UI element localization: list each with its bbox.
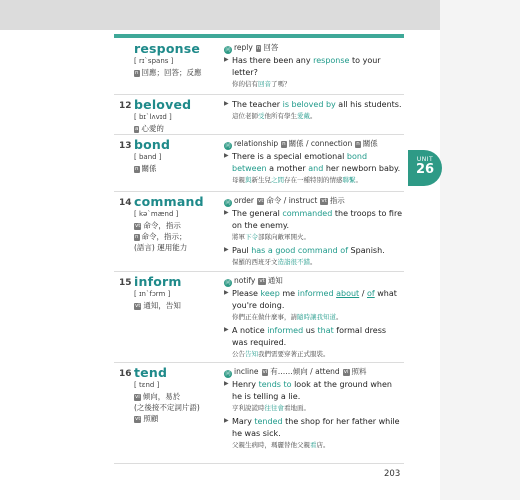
example-sentence [224, 55, 402, 89]
example-translation [232, 312, 402, 322]
synonym-text: order [234, 196, 254, 205]
example-text: her newborn baby. [323, 164, 401, 173]
meaning-line [134, 67, 226, 78]
example-translation [232, 349, 402, 359]
synonym-icon: 同 [225, 200, 231, 206]
bullet-arrow-icon: ▶ [224, 209, 229, 216]
meaning-list [134, 220, 226, 253]
highlight-phrase: 往往會 [264, 404, 284, 412]
highlight-phrase: informed [267, 326, 304, 335]
entry-details [224, 366, 402, 450]
translation-text: 這位老師 [232, 112, 258, 120]
right-margin [440, 0, 520, 500]
synonym-line [224, 195, 402, 207]
example-english [232, 288, 402, 312]
highlight-phrase: 之間 [271, 176, 284, 184]
part-of-speech-badge: vt [321, 198, 327, 204]
synonym-line [224, 42, 402, 54]
meaning-line [134, 242, 226, 253]
meaning-list [134, 67, 226, 78]
translation-text: 母親 [232, 176, 245, 184]
entry-row [114, 94, 404, 135]
example-text: Please [232, 289, 261, 298]
meaning-line [134, 391, 226, 402]
synonym-text: notify [234, 276, 256, 285]
part-of-speech-badge: n [356, 141, 360, 147]
synonym-text: 指示 [329, 196, 345, 205]
translation-text: 他所有學生 [264, 112, 297, 120]
highlight-phrase: 看 [310, 441, 317, 449]
part-of-speech-badge: vt [259, 278, 265, 284]
entry-row [114, 362, 404, 464]
example-text: The general [232, 209, 283, 218]
headword: beloved [134, 97, 192, 112]
translation-text: 父親生病時，瑪麗替他父親 [232, 441, 310, 449]
translation-text: 公告 [232, 350, 245, 358]
example-text: all his students. [335, 100, 402, 109]
synonym-icon: 同 [225, 371, 231, 377]
translation-text: 。 [355, 176, 362, 184]
headword: tend [134, 365, 168, 380]
entry-number: 14 [119, 198, 132, 208]
highlight-phrase: response [313, 56, 350, 65]
synonym-line [224, 138, 402, 150]
example-sentence [224, 325, 402, 359]
translation-text: 看地面。 [284, 404, 310, 412]
part-of-speech-badge: n [256, 45, 261, 51]
example-text: A notice [232, 326, 268, 335]
phonetic: [ bɪˋlʌvɪd ] [134, 113, 172, 121]
example-english [232, 208, 402, 232]
part-of-speech-badge: a [135, 126, 139, 132]
meaning-list [134, 163, 226, 174]
meaning-text: 傾向，易於 [142, 392, 181, 401]
highlight-phrase: 回音 [258, 80, 271, 88]
example-english [232, 416, 402, 440]
highlight-phrase: that [317, 326, 334, 335]
bullet-arrow-icon: ▶ [224, 289, 229, 296]
example-text: There is a special emotional [232, 152, 347, 161]
example-text: The teacher [232, 100, 283, 109]
part-of-speech-badge: n [135, 234, 139, 240]
highlight-phrase: 告知 [245, 350, 258, 358]
highlight-phrase: informed [297, 289, 334, 298]
example-translation [232, 257, 402, 267]
highlight-phrase: tended [254, 417, 283, 426]
phonetic: [ rɪˋspans ] [134, 57, 174, 65]
highlight-phrase: 愛戴 [297, 112, 310, 120]
example-translation [232, 232, 402, 242]
translation-text: 。 [310, 112, 317, 120]
part-of-speech-badge: vi [262, 369, 268, 375]
highlight-phrase: of [366, 289, 375, 298]
example-text: Has there been any [232, 56, 314, 65]
entry-number: 12 [119, 101, 132, 111]
example-english [232, 325, 402, 349]
synonym-text: 有……傾向 / attend [270, 367, 340, 376]
highlight-phrase: 隨時讓我知道 [297, 313, 336, 321]
example-text: me [279, 289, 298, 298]
phonetic: [ kəˋmænd ] [134, 210, 179, 218]
part-of-speech-badge: vi [135, 394, 140, 400]
bullet-arrow-icon: ▶ [224, 246, 229, 253]
headword: response [134, 41, 201, 56]
translation-text: 將軍 [232, 233, 245, 241]
bullet-arrow-icon: ▶ [224, 56, 229, 63]
synonym-text: 關係 [362, 139, 378, 148]
example-translation [232, 111, 402, 121]
example-text: formal dress was required. [232, 326, 387, 347]
entry-details [224, 98, 402, 121]
synonym-text: relationship [234, 139, 279, 148]
translation-text: 存在一種特別的情感 [284, 176, 343, 184]
bullet-arrow-icon: ▶ [224, 152, 229, 159]
synonym-text: 照料 [351, 367, 367, 376]
meaning-text: 心愛的 [141, 124, 164, 133]
translation-text: 保羅的西班牙文 [232, 258, 278, 266]
phonetic: [ band ] [134, 153, 162, 161]
translation-text: 店。 [316, 441, 330, 449]
part-of-speech-badge: n [135, 166, 139, 172]
example-translation [232, 79, 402, 89]
translation-text: 你的信有 [232, 80, 258, 88]
example-sentence [224, 99, 402, 121]
entry-row [114, 134, 404, 192]
example-text: what you're doing. [232, 289, 397, 310]
highlight-phrase: commanded [282, 209, 333, 218]
highlight-phrase: tends to [258, 380, 292, 389]
example-text: look at the ground when he is telling a lie. [232, 380, 392, 401]
part-of-speech-badge: vi [343, 369, 349, 375]
entry-row [114, 271, 404, 363]
entry-details [224, 195, 402, 267]
meaning-text: 命令，指示； [141, 232, 187, 241]
translation-text: 。 [310, 258, 317, 266]
synonym-text: 回答 [263, 43, 279, 52]
part-of-speech-badge: vt [258, 198, 264, 204]
meaning-line [134, 300, 226, 311]
part-of-speech-badge: n [135, 70, 139, 76]
entry-row [114, 38, 404, 95]
highlight-phrase: 受 [258, 112, 265, 120]
part-of-speech-badge: vt [135, 416, 141, 422]
highlight-phrase: bond between [232, 152, 368, 173]
bullet-arrow-icon: ▶ [224, 326, 229, 333]
example-text: to your letter? [232, 56, 381, 77]
synonym-icon: 同 [225, 47, 231, 53]
example-text: / [359, 289, 367, 298]
example-translation [232, 175, 402, 185]
translation-text: 我們需要穿著正式服裝。 [258, 350, 330, 358]
example-translation [232, 440, 402, 450]
translation-text: 。 [336, 313, 343, 321]
unit-tab-label: UNIT [416, 156, 434, 163]
translation-text: 你們正在做什麼事，請 [232, 313, 297, 321]
example-sentence [224, 245, 402, 267]
example-sentence [224, 416, 402, 450]
highlight-phrase: 造詣很不錯 [277, 258, 310, 266]
example-translation [232, 403, 402, 413]
highlight-phrase: is beloved by [282, 100, 336, 109]
entry-number: 15 [119, 278, 132, 288]
highlight-phrase: and [308, 164, 324, 173]
synonym-line [224, 275, 402, 287]
example-text: a mother [266, 164, 309, 173]
meaning-text: (語言) 運用能力 [134, 243, 188, 252]
meaning-list [134, 123, 226, 134]
example-sentence [224, 208, 402, 242]
example-text: Henry [232, 380, 259, 389]
part-of-speech-badge: vt [135, 303, 141, 309]
entry-details [224, 42, 402, 89]
example-english [232, 151, 402, 175]
synonym-icon: 同 [225, 280, 231, 286]
synonym-text: 通知 [267, 276, 283, 285]
translation-text: 新生兒 [251, 176, 271, 184]
synonym-text: reply [234, 43, 253, 52]
example-text: Paul [232, 246, 252, 255]
meaning-text: (之後接不定詞片語) [134, 403, 200, 412]
bullet-arrow-icon: ▶ [224, 380, 229, 387]
example-english [232, 379, 402, 403]
example-text: the shop for her father while he was sick. [232, 417, 400, 438]
unit-tab[interactable] [408, 150, 442, 186]
synonym-line [224, 366, 402, 378]
unit-tab-number: 26 [415, 162, 435, 177]
synonym-text: 關係 / connection [288, 139, 353, 148]
meaning-line [134, 163, 226, 174]
example-sentence [224, 379, 402, 413]
entry-row [114, 191, 404, 272]
bullet-arrow-icon: ▶ [224, 417, 229, 424]
highlight-phrase: has a good command of [251, 246, 349, 255]
phonetic: [ ɪnˋfɔrm ] [134, 290, 171, 298]
highlight-phrase: 與 [245, 176, 252, 184]
meaning-text: 命令，指示 [143, 221, 181, 230]
highlight-phrase: 下令 [245, 233, 258, 241]
entry-number: 13 [119, 141, 132, 151]
example-sentence [224, 288, 402, 322]
vocabulary-panel [114, 34, 404, 463]
meaning-line [134, 123, 226, 134]
translation-text: 部隊向敵軍開火。 [258, 233, 310, 241]
entry-details [224, 138, 402, 185]
example-text: Spanish. [348, 246, 385, 255]
example-english [232, 55, 402, 79]
headword: bond [134, 137, 171, 152]
example-english [232, 245, 402, 257]
synonym-text: incline [234, 367, 259, 376]
entry-number: 16 [119, 369, 132, 379]
example-english [232, 99, 402, 111]
meaning-text: 通知，告知 [143, 301, 181, 310]
bullet-arrow-icon: ▶ [224, 100, 229, 107]
part-of-speech-badge: vt [135, 223, 141, 229]
phonetic: [ tɛnd ] [134, 381, 160, 389]
meaning-text: 照顧 [143, 414, 159, 423]
meaning-text: 回應；回答；反應 [141, 68, 202, 77]
synonym-icon: 同 [225, 143, 231, 149]
meaning-line [134, 402, 226, 413]
synonym-text: 命令 / instruct [266, 196, 318, 205]
meaning-line [134, 220, 226, 231]
example-text: the troops to fire on the enemy. [232, 209, 403, 230]
part-of-speech-badge: n [282, 141, 286, 147]
example-text: Mary [232, 417, 255, 426]
example-text: us [303, 326, 318, 335]
entry-details [224, 275, 402, 359]
highlight-phrase: keep [260, 289, 280, 298]
meaning-line [134, 413, 226, 424]
meaning-line [134, 231, 226, 242]
meaning-list [134, 300, 226, 311]
headword: command [134, 194, 204, 209]
example-sentence [224, 151, 402, 185]
headword: inform [134, 274, 182, 289]
translation-text: 亨利說謊時 [232, 404, 265, 412]
highlight-phrase: 聯繫 [342, 176, 356, 184]
page-number: 203 [384, 469, 401, 479]
meaning-list [134, 391, 226, 424]
translation-text: 了嗎？ [271, 80, 291, 88]
meaning-text: 關係 [141, 164, 157, 173]
highlight-phrase: about [336, 289, 360, 298]
